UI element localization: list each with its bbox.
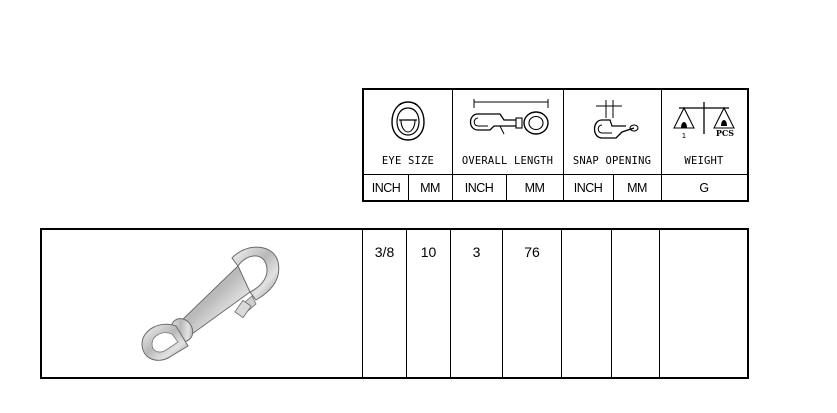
ring-eye-icon <box>364 98 452 148</box>
header-label-eye-size: EYE SIZE <box>381 155 435 167</box>
product-row <box>40 228 749 379</box>
value-length-inch: 3 <box>451 230 503 377</box>
scale-qty-text: 1 <box>681 132 687 140</box>
value-eye-inch: 3/8 <box>363 230 407 377</box>
unit-weight-g: G <box>699 181 709 195</box>
value-opening-mm <box>612 230 660 377</box>
snap-opening-icon <box>563 98 661 148</box>
header-weight <box>661 90 748 175</box>
header-overall-length <box>452 90 564 175</box>
value-eye-mm: 10 <box>407 230 451 377</box>
product-image-cell <box>42 230 363 377</box>
snap-hook-length-icon <box>452 98 563 148</box>
unit-length-inch: INCH <box>452 175 507 201</box>
swivel-snap-hook-icon <box>42 230 363 377</box>
unit-length-mm: MM <box>506 175 564 201</box>
units-row <box>364 174 747 203</box>
unit-eye-mm: MM <box>408 175 453 201</box>
unit-opening-inch: INCH <box>563 175 614 201</box>
value-weight-g <box>660 230 747 377</box>
header-label-weight: WEIGHT <box>684 155 724 167</box>
value-opening-inch <box>562 230 612 377</box>
unit-opening-mm: MM <box>613 175 662 201</box>
scale-icon <box>661 98 747 148</box>
header-label-snap-opening: SNAP OPENING <box>572 155 652 167</box>
unit-eye-inch: INCH <box>364 175 409 201</box>
header-eye-size <box>364 90 453 175</box>
spec-header-table <box>362 88 749 202</box>
value-length-mm: 76 <box>503 230 562 377</box>
header-snap-opening <box>563 90 662 175</box>
scale-unit-text: PCS <box>715 128 735 138</box>
header-label-overall-length: OVERALL LENGTH <box>461 155 554 167</box>
